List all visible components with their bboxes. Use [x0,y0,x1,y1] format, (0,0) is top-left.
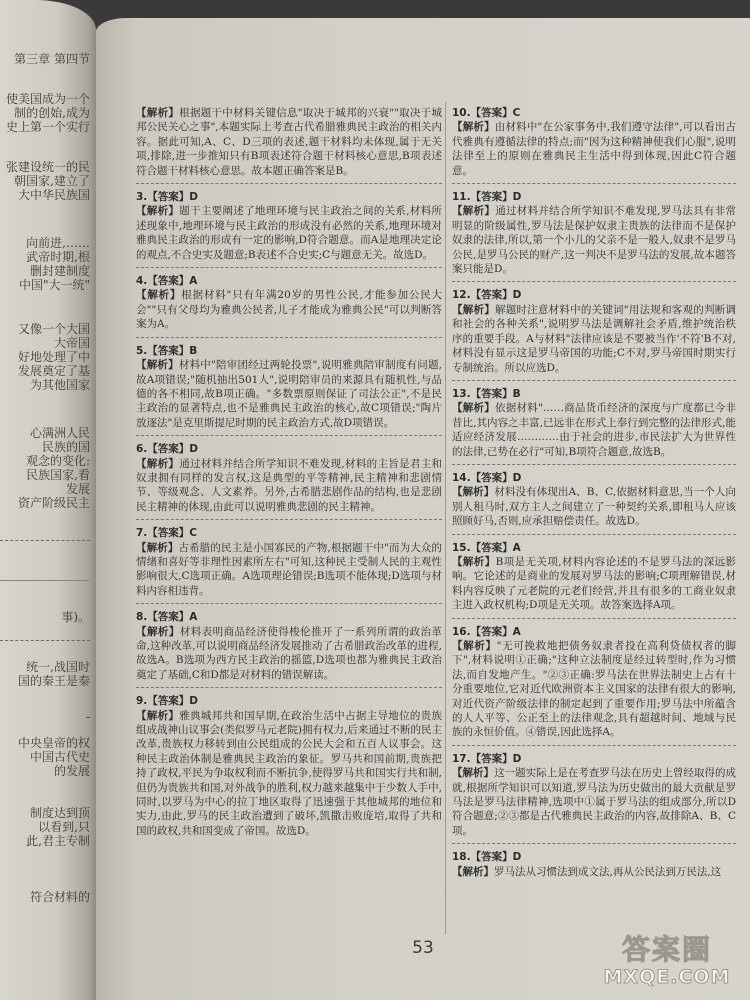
analysis-text: 古希腊的民主是小国寡民的产物,根据题干中"而为大众的情绪和喜好等非理性因素所左右"可知,这种民主受制人民的主观性影响很大,C选项正确。A选项理论错误;B选项不能体现;D选项与材料内容相违背。 [136,541,442,597]
answer-heading: 13.【答案】B [452,387,521,400]
answer-item [136,694,442,843]
answer-heading: 14.【答案】D [452,471,522,484]
analysis-text: 材料表明商品经济使得梭伦推开了一系列所谓的政治革命,这种改革,可以说明商品经济发展推动了古希腊政治改革的进程,故选A。B选项为西方民主政治的摇篮,D选项也都为雅典民主政治奠定了基础,C和D都是对材料的错误解读。 [136,625,443,681]
analysis-paragraph [452,766,736,838]
watermark-logo [592,934,742,994]
prev-page-text-line: 资产阶级民主 [17,496,90,510]
answer-heading: 5.【答案】B [136,344,198,357]
answer-item [452,288,736,380]
analysis-paragraph [136,625,442,683]
answer-item [136,344,442,436]
analysis-tag: 【解析】 [452,303,495,316]
analysis-paragraph [452,555,736,613]
prev-page-text-line: 民族的国 [41,440,90,454]
analysis-paragraph [136,457,442,515]
prev-page-text-line: 观念的变化: [25,454,90,468]
analysis-tag: 【解析】 [136,709,180,722]
answer-item [452,625,736,746]
prev-page-text-line: 事)。 [61,610,90,624]
prev-page-text-line: 此,君主专制 [26,834,90,848]
analysis-paragraph [136,709,442,839]
analysis-text: 通过材料并结合所学知识不难发现,罗马法具有非常明显的阶级属性,罗马法是保护奴隶主贵族的法律而不是保护奴隶的法律,所以,第一个小儿的父亲不是一般人,奴隶不是罗马公民,是罗马公民的财产,这一判决不是罗马法的发展,故本题答案只能是D。 [452,205,737,276]
prev-page-text-line: 为其他国家 [29,378,90,392]
previous-page [0,0,96,1000]
prev-page-text-line: 中国古代史 [29,750,90,764]
answer-heading: 18.【答案】D [452,851,522,864]
answer-heading: 6.【答案】D [136,443,199,456]
book-page [96,18,750,1000]
prev-page-text-line: 以看到,只 [38,820,90,834]
answer-item [136,442,442,520]
analysis-tag: 【解析】 [136,289,182,302]
analysis-paragraph [136,541,442,599]
answer-heading: 11.【答案】D [452,191,522,204]
analysis-paragraph [452,639,736,740]
analysis-text: 罗马法从习惯法到成文法,再从公民法到万民法,这 [494,865,722,878]
page-number: 53 [412,938,434,958]
prev-page-text-line: 制度达到顶 [29,806,90,820]
answer-item [452,541,736,619]
analysis-paragraph [452,401,736,459]
analysis-text: 解题时注意材料中的关键词"用法规和客观的判断调和社会的各种关系",说明罗马法是调解社会矛盾,维护统治秩序的重要手段。A与材料"法律应该是不要被当作'不符'B不对,材料没有显示这是罗马帝国的功能;C不对,罗马帝国时期实行专制统治。所以应选D。 [452,303,736,374]
prev-page-rule [0,540,90,541]
analysis-text: 材料中"陪审团经过两轮投票",说明雅典陪审制度有问题,故A项错误;"随机抽出501人",说明陪审员的来源具有随机性,与品德的各不相同,故B项正确。"多数票原则保证了司法公正",不是民主政治的显著特点,也不是雅典民主政治的核心,故C项错误;"陶片放逐法"是克里斯提尼时期的民主政治方式,故D项错误。 [136,359,442,429]
answer-heading: 16.【答案】A [452,625,521,638]
prev-page-text-line: 心满洲人民 [29,426,90,440]
analysis-text: 根据题干中材料关键信息"取决于城邦的兴衰""取决于城邦公民关心之事",本题实际上考查古代希腊雅典民主政治的相关内容。据此可知,A、C、D三项的表述,题干材料均未体现,属于无关项,排除,进一步推知只有B项表述符合题干材料核心意思,B项表述符合题干材料核心意思。故本题正确答案是B。 [136,107,443,177]
answer-item [452,752,736,844]
analysis-paragraph [452,865,736,879]
answer-item [136,610,442,688]
analysis-tag: 【解析】 [136,457,180,470]
answer-heading: 12.【答案】D [452,289,522,302]
analysis-text: 依据材料"……商品货币经济的深度与广度都已今非昔比,其内容之丰富,已远非在形式上奉行到完整的法律形式,能适应经济发展…………由于社会的进步,市民法扩大为世界性的法律,已势在必行"可知,B项符合题意,故选B。 [452,402,736,458]
answer-item [136,106,442,184]
analysis-tag: 【解析】 [136,625,180,638]
prev-page-text-line: 制的创始,成为 [14,106,90,120]
prev-page-text-line: 统一,战国时 [26,660,90,674]
analysis-paragraph [452,120,736,178]
prev-page-text-line: 民族国家,看 [26,468,90,482]
analysis-text: B项是无关项,材料内容论述的不是罗马法的深远影响。它论述的是商业的发展对罗马法的影响;C项理解错误,材料内容反映了元老院的元老们经营,并且有很多的工商业奴隶主进入政权机构;D项是无关项。故答案选择A项。 [452,555,736,612]
answer-item [136,190,442,268]
prev-page-text-line: 第三章 第四节 [14,52,90,66]
analysis-tag: 【解析】 [136,205,180,218]
answer-item [452,106,736,184]
analysis-paragraph [136,288,442,331]
analysis-text: 由材料中"在公家事务中,我们遵守法律",可以看出古代雅典有遵循法律的特点;而"因为这种精神使我们心服",说明法律至上的原则在雅典民主生活中得到体现,因此C符合题意。 [452,121,736,177]
analysis-text: 这一题实际上是在考查罗马法在历史上曾经取得的成就,根据所学知识可以知道,罗马法为历史做出的最大贡献是罗马法是罗马法律精神,选项中①属于罗马法的组成部分,所以D符合题意;②③都是古代雅典民主政治的内容,故排除A、B、C项。 [452,767,737,837]
answer-item [452,471,736,535]
prev-page-text-line: 的发展 [53,764,90,778]
analysis-text: 雅典城邦共和国早期,在政治生活中占据主导地位的贵族组成战神山议事会(类似罗马元老院)拥有权力,后来通过不断的民主改革,贵族权力移转到由公民组成的公民大会和五百人议事会。这种民主政治体制是雅典民主政治的象征。罗马共和国前期,贵族把持了政权,平民为争取权利而不断抗争,使得罗马共和国实行共和制,但仍为贵族共和国,对外战争的胜利,权力越来越集中于少数人手中,同时,以罗马为中心的拉丁地区取得了迅速强于其他城邦的地位和实力,由此,罗马的民主政治遭到了破坏,凯撒击败庞培,取得了共和国的政权,共和国变成了帝国。故选D。 [136,709,443,837]
prev-page-text-line: 发展奠定了基 [17,364,90,378]
prev-page-text-line: 好地处理了中 [17,350,90,364]
answer-item [136,526,442,604]
prev-page-text-line: 删封建制度 [29,264,90,278]
prev-page-text-line: 史上第一个实行 [5,120,90,134]
analysis-paragraph [452,485,736,528]
analysis-paragraph [452,303,736,375]
answer-heading: 15.【答案】A [452,541,521,554]
watermark-url: MXQE.COM [603,966,731,988]
prev-page-text-line: 又像一个大国 [17,322,90,336]
analysis-text: 根据材料"只有年满20岁的男性公民,才能参加公民大会""只有父母均为雅典公民者,儿子才能成为雅典公民"可以判断答案为A。 [136,289,443,331]
answer-heading: 17.【答案】D [452,752,522,765]
analysis-paragraph [136,106,442,178]
analysis-tag: 【解析】 [452,486,495,499]
analysis-text: 题干主要阐述了地理环境与民主政治之间的关系,材料所述现象中,地理环境与民主政治的形成没有必然的关系,地理环境对雅典民主政治的形成有一定的影响,D符合题意。而A是地理决定论的观点,不合史实及题意;B表述不合史实;C与题意无关。故选D。 [136,205,443,261]
answer-heading: 8.【答案】A [136,611,198,624]
prev-page-text-line: - [85,710,90,724]
prev-page-text-line: 符合材料的 [29,890,90,904]
analysis-text: 通过材料并结合所学知识不难发现,材料的主旨是君主和奴隶拥有同样的发言权,这是典型的平等精神,民主精神和悲剧情节、等级观念、人文素养。另外,古希腊悲剧作品的结构,也是悲剧民主精神的体现,由此可以说明雅典悲剧的民主精神。 [136,457,443,513]
answer-item [452,850,736,884]
left-column [136,106,442,849]
prev-page-text-line: 朝国家,建立了 [14,174,90,188]
analysis-tag: 【解析】 [136,541,179,554]
right-column [452,106,736,890]
answer-heading: 3.【答案】D [136,191,199,204]
analysis-text: "无可挽救地把债务奴隶者投在高利贷债权者的脚下",材料说明①正确;"这种立法制度是经过转型时,作为习惯法,而自发地产生。"②③正确:罗马法在世界法制史上占有十分重要地位,它对近代欧洲资本主义国家的法律有很大的影响,对近代资产阶级法律的制定起到了重要作用;罗马法中所蕴含的人人平等、公正至上的法律观念,具有超越时间、地域与民族的永恒价值。④错误,因此选择A。 [452,640,736,739]
prev-page-text-line: 张建设统一的民 [5,160,90,174]
analysis-tag: 【解析】 [136,359,179,372]
analysis-tag: 【解析】 [452,640,497,652]
analysis-text: 材料没有体现出A、B、C,依据材料意思,当一个人向别人租马时,双方主人之间建立了一种契约关系,即租马人应该照顾好马,否则,应承担赔偿责任。故选D。 [452,486,737,528]
analysis-paragraph [136,204,442,262]
analysis-paragraph [136,358,442,430]
analysis-paragraph [452,204,736,276]
answer-item [452,387,736,465]
prev-page-text-line: 使美国成为一个 [5,92,90,106]
analysis-tag: 【解析】 [452,121,495,134]
analysis-tag: 【解析】 [452,865,494,878]
analysis-tag: 【解析】 [452,402,496,415]
watermark-title: 答案圈 [621,933,712,966]
answer-heading: 9.【答案】D [136,695,199,708]
answer-heading: 7.【答案】C [136,527,198,540]
analysis-tag: 【解析】 [452,767,495,780]
prev-page-text-line: 武帝时期,根 [26,250,90,264]
prev-page-text-line: 国的秦王是秦 [17,674,90,688]
prev-page-text-line: 发展 [65,482,90,496]
answer-item [452,190,736,282]
answer-item [136,274,442,338]
analysis-tag: 【解析】 [452,205,496,218]
prev-page-text-line: 向前进,…… [26,236,90,250]
prev-page-text-line: 大中华民族国 [17,188,90,202]
column-divider [445,102,446,934]
prev-page-text-line: 中央皇帝的权 [17,736,90,750]
answer-heading: 4.【答案】A [136,275,198,288]
analysis-tag: 【解析】 [136,107,180,119]
answer-heading: 10.【答案】C [452,107,521,119]
prev-page-text-line: 大帝国 [53,336,90,350]
prev-page-text-line: 中国"大一统" [18,278,90,292]
prev-page-rule [0,640,90,641]
analysis-tag: 【解析】 [452,555,496,568]
prev-page-rule [0,580,90,581]
